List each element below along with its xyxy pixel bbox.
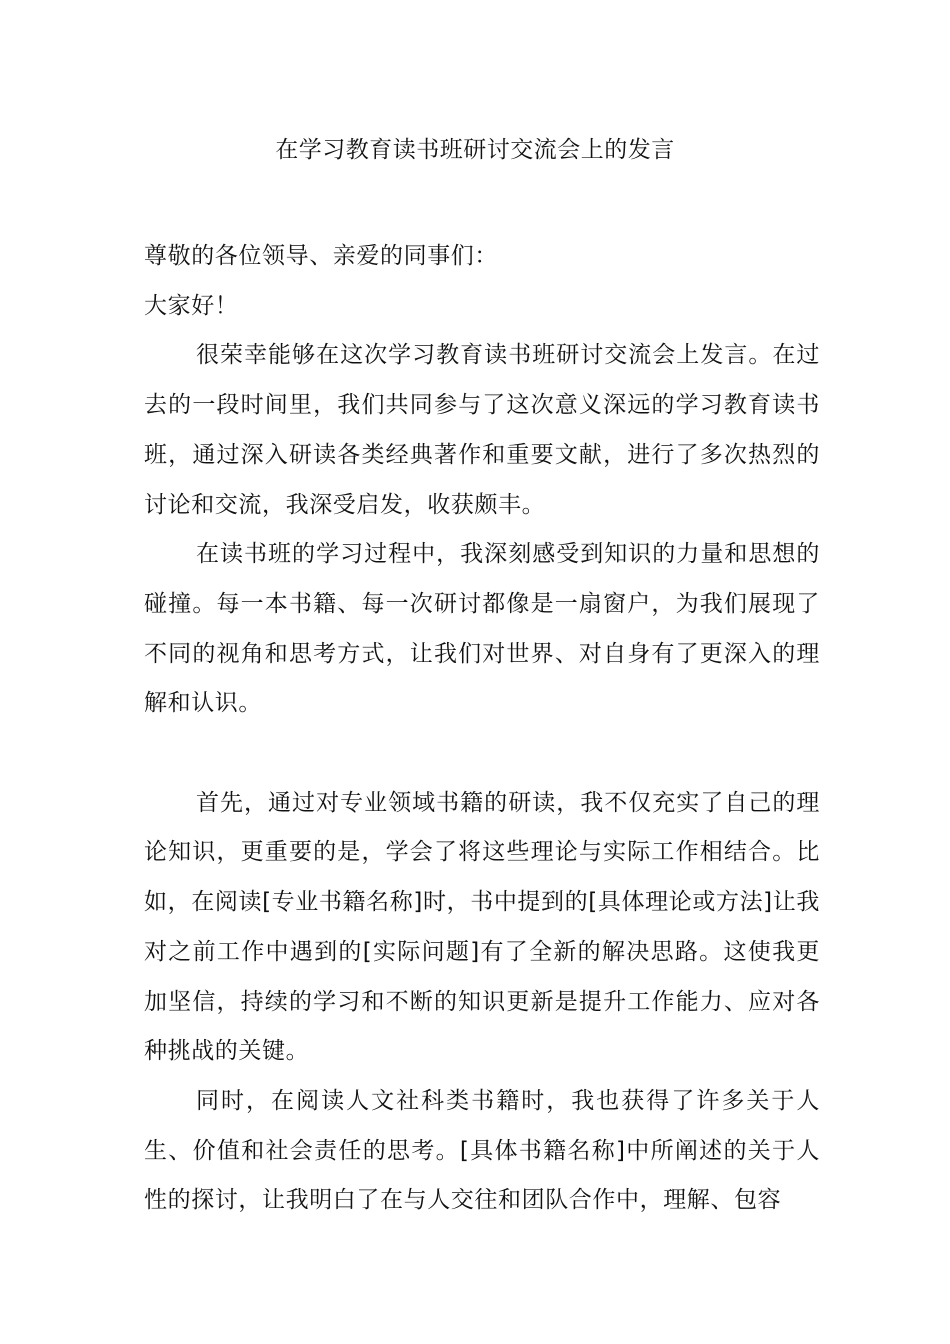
document-body	[144, 232, 820, 1226]
salutation: 尊敬的各位领导、亲爱的同事们：	[144, 243, 498, 269]
document-title: 在学习教育读书班研讨交流会上的发言	[275, 137, 675, 163]
paragraph-professional-books: 首先，通过对专业领域书籍的研读，我不仅充实了自己的理论知识，更重要的是，学会了将这些理论与实际工作相结合。比如，在阅读[专业书籍名称]时，书中提到的[具体理论或方法]让我对之前工作中遇到的[实际问题]有了全新的解决思路。这使我更加坚信，持续的学习和不断的知识更新是提升工作能力、应对各种挑战的关键。	[144, 789, 820, 1065]
paragraph-spacer	[144, 729, 820, 779]
greeting: 大家好！	[144, 292, 239, 319]
paragraph-reading-process: 在读书班的学习过程中，我深刻感受到知识的力量和思想的碰撞。每一本书籍、每一次研讨都像是一扇窗户，为我们展现了不同的视角和思考方式，让我们对世界、对自身有了更深入的理解和认识。	[144, 541, 820, 717]
paragraph-humanities-books: 同时，在阅读人文社科类书籍时，我也获得了许多关于人生、价值和社会责任的思考。[具体书籍名称]中所阐述的关于人性的探讨，让我明白了在与人交往和团队合作中，理解、包容	[144, 1087, 820, 1214]
paragraph-intro: 很荣幸能够在这次学习教育读书班研讨交流会上发言。在过去的一段时间里，我们共同参与了这次意义深远的学习教育读书班，通过深入研读各类经典著作和重要文献，进行了多次热烈的讨论和交流，我深受启发，收获颇丰。	[144, 342, 820, 518]
